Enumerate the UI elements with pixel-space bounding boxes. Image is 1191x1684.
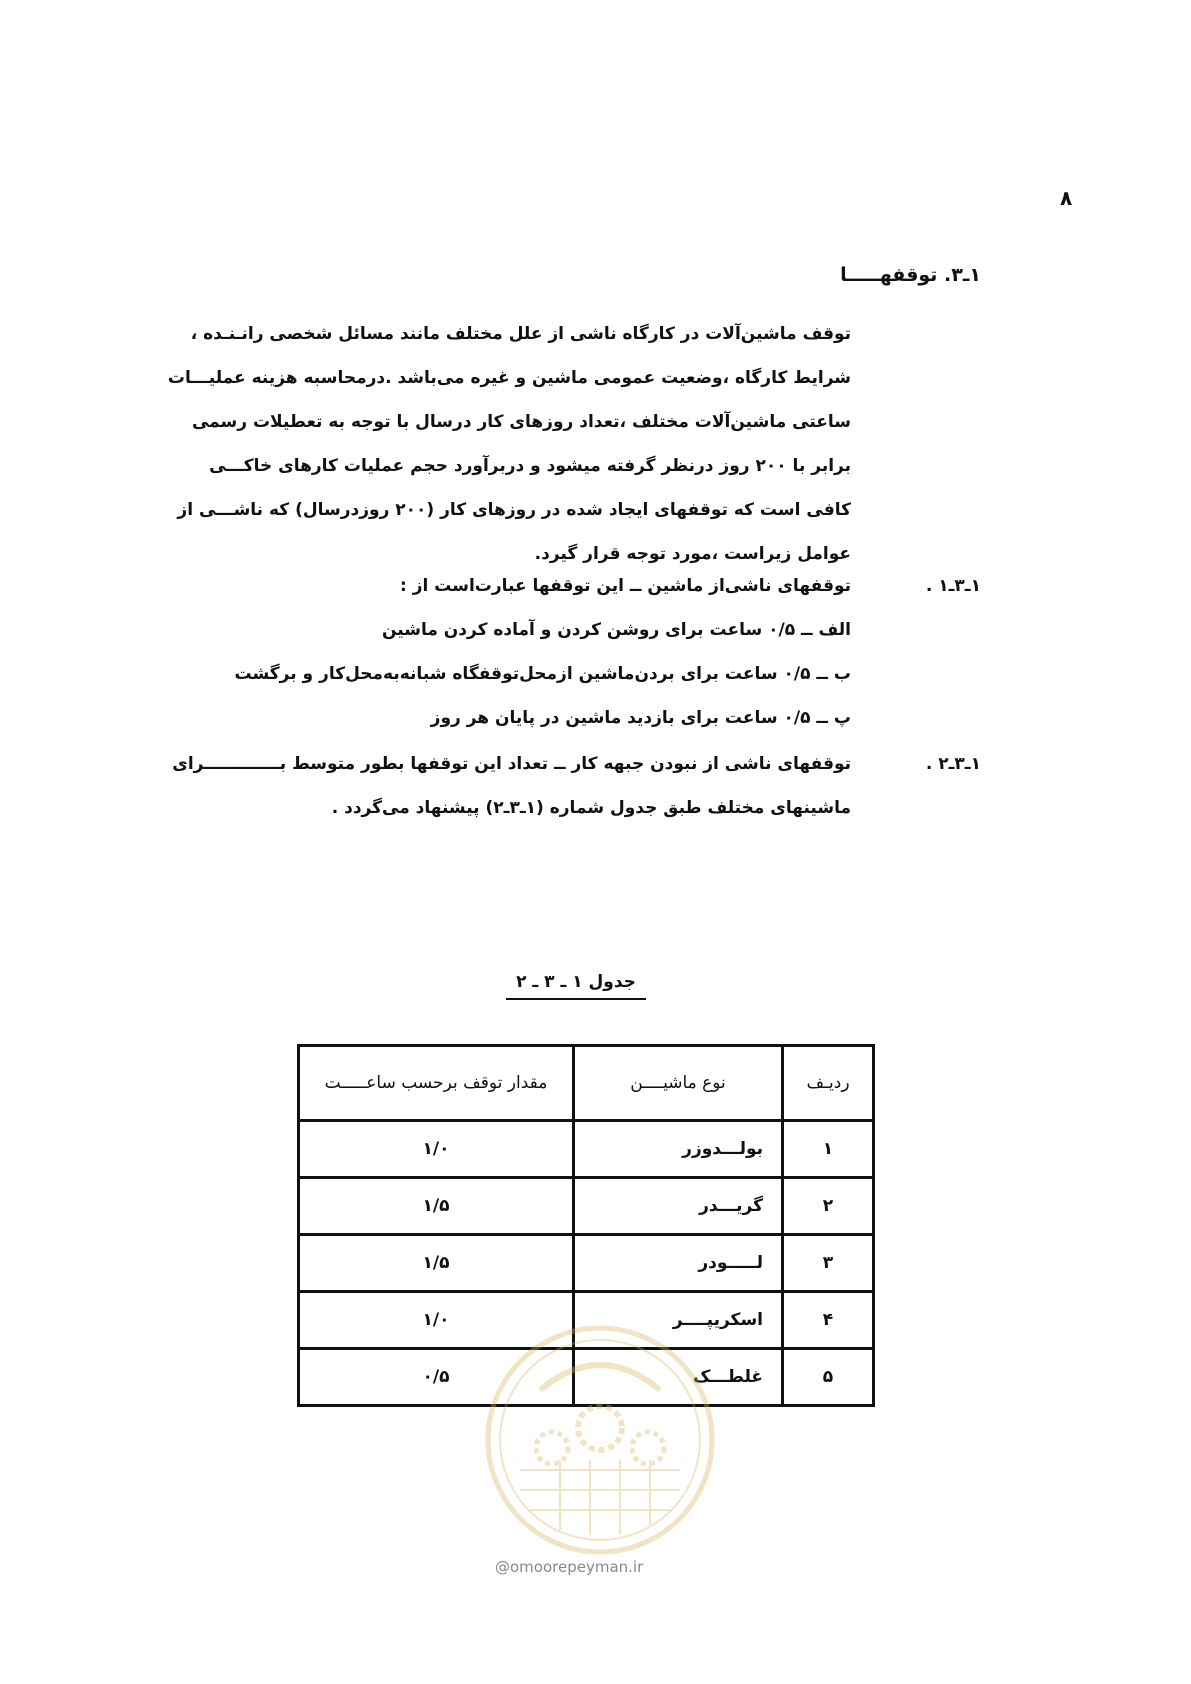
subsection-2-line: ماشینهای مختلف طبق جدول شماره (۱ـ۳ـ۲) پیشنهاد می‌گردد . bbox=[331, 798, 851, 818]
cell-machine: لـــــودر bbox=[574, 1235, 783, 1292]
watermark-logo-icon bbox=[480, 1320, 720, 1560]
cell-row-number: ۱ bbox=[783, 1121, 874, 1178]
list-item: پ ــ ۰/۵ ساعت برای بازدید ماشین در پایان هر روز bbox=[430, 708, 851, 728]
header-machine-type: نوع ماشیــــن bbox=[574, 1046, 783, 1121]
cell-hours: ۱/۵ bbox=[299, 1178, 574, 1235]
table-caption: جدول ۱ ـ ۳ ـ ۲ bbox=[506, 972, 646, 1000]
cell-hours: ۱/۵ bbox=[299, 1235, 574, 1292]
cell-machine: بولـــدوزر bbox=[574, 1121, 783, 1178]
subsection-1-title: توقفهای ناشی‌از ماشین ــ این توقفها عبارت‌است از : bbox=[399, 576, 851, 596]
intro-line: کافی است که توقفهای ایجاد شده در روزهای کار (۲۰۰ روزدرسال) که ناشـــی از bbox=[177, 500, 851, 520]
cell-hours: ۱/۰ bbox=[299, 1292, 574, 1349]
subsection-2-number: ۱ـ۳ـ۲ . bbox=[925, 754, 981, 774]
list-item: ب ــ ۰/۵ ساعت برای بردن‌ماشین ازمحل‌توقفگاه شبانه‌به‌محل‌کار و برگشت bbox=[234, 664, 851, 684]
table-row bbox=[299, 1121, 874, 1178]
header-row-number: ردیـف bbox=[783, 1046, 874, 1121]
cell-machine: اسکریپــــر bbox=[574, 1292, 783, 1349]
cell-hours: ۱/۰ bbox=[299, 1121, 574, 1178]
intro-line: ساعتی ماشین‌آلات مختلف ،تعداد روزهای کار درسال با توجه به تعطیلات رسمی bbox=[191, 412, 851, 432]
table-header-row bbox=[299, 1046, 874, 1121]
cell-machine: گریـــدر bbox=[574, 1178, 783, 1235]
cell-row-number: ۲ bbox=[783, 1178, 874, 1235]
cell-row-number: ۵ bbox=[783, 1349, 874, 1406]
table-row bbox=[299, 1178, 874, 1235]
subsection-2-line: توقفهای ناشی از نبودن جبهه کار ــ تعداد این توقفها بطور متوسط بـــــــــــــرای bbox=[172, 754, 851, 774]
intro-paragraph bbox=[167, 312, 851, 576]
cell-row-number: ۳ bbox=[783, 1235, 874, 1292]
table-row bbox=[299, 1235, 874, 1292]
section-heading: ۱ـ۳. توقفهـــــا bbox=[840, 264, 981, 286]
list-item: الف ــ ۰/۵ ساعت برای روشن کردن و آماده کردن ماشین bbox=[381, 620, 851, 640]
cell-hours: ۰/۵ bbox=[299, 1349, 574, 1406]
intro-line: عوامل زیراست ،مورد توجه قرار گیرد. bbox=[534, 544, 851, 564]
cell-machine: غلطـــک bbox=[574, 1349, 783, 1406]
intro-line: توقف ماشین‌آلات در کارگاه ناشی از علل مختلف مانند مسائل شخصی رانـنـده ، bbox=[190, 324, 851, 344]
subsection-1-number: ۱ـ۳ـ۱ . bbox=[925, 576, 981, 596]
intro-line: برابر با ۲۰۰ روز درنظر گرفته میشود و دربرآورد حجم عملیات کارهای خاکـــی bbox=[209, 456, 851, 476]
header-downtime-hours: مقدار توقف برحسب ساعـــــت bbox=[299, 1046, 574, 1121]
intro-line: شرایط کارگاه ،وضعیت عمومی ماشین و غیره می‌باشد .درمحاسبه هزینه عملیـــات bbox=[167, 368, 851, 388]
cell-row-number: ۴ bbox=[783, 1292, 874, 1349]
watermark-text: @omoorepeyman.ir bbox=[495, 1558, 644, 1576]
page-number: ۸ bbox=[1060, 186, 1073, 210]
